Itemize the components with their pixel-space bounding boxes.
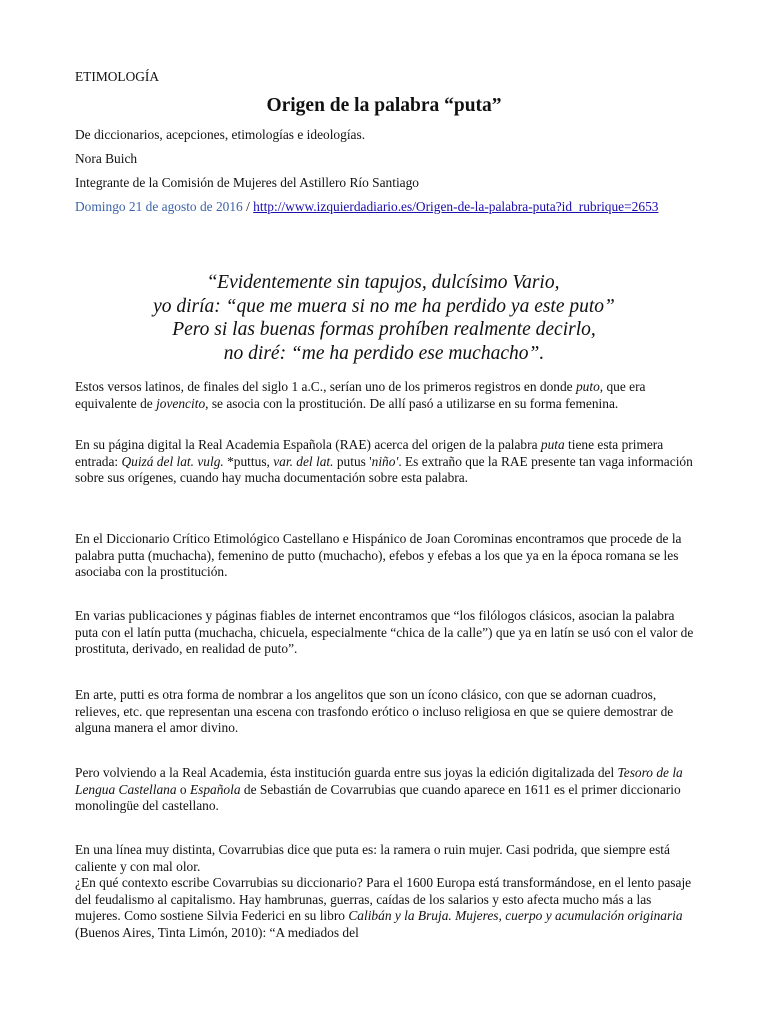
paragraph-3: En el Diccionario Crítico Etimológico Castellano e Hispánico de Joan Corominas encontramos que procede de la palabra putta (muchacha), femenino de putto (muchacho), efebos y efebas a los que ya en la época romana se les asociaba con la prostitución. bbox=[75, 531, 682, 579]
p6-text-3: de Sebastián de Covarrubias que cuando aparece en 1611 es el primer diccionario monolingüe del castellano. bbox=[75, 781, 681, 813]
paragraph-6 bbox=[75, 765, 695, 815]
quote-line-1-text: Evidentemente sin tapujos, dulcísimo Vario, bbox=[217, 272, 560, 293]
p6-text-2: o bbox=[176, 781, 190, 797]
p7-text-1: En una línea muy distinta, Covarrubias dice que puta es: la ramera o ruin mujer. Casi podrida, que siempre está caliente y con mal olor. bbox=[75, 842, 670, 874]
p7-text-3: (Buenos Aires, Tinta Limón, 2010): “A mediados del bbox=[75, 924, 359, 940]
paragraph-5: En arte, putti es otra forma de nombrar a los angelitos que son un ícono clásico, con que se adornan cuadros, relieves, etc. que representan una escena con trasfondo erótico o incluso religiosa en que se quiere demostrar de alguna manera el amor divino. bbox=[75, 687, 674, 735]
p2-italic-4: niño' bbox=[371, 453, 399, 469]
p6-italic-1: Tesoro de la Lengua Castellana bbox=[75, 765, 683, 797]
quote-line-3: Pero si las buenas formas prohíben realmente decirlo, bbox=[172, 319, 596, 340]
p2-text-3: *puttus, bbox=[223, 453, 274, 469]
p2-text-5: . Es extraño que la RAE presente tan vaga información sobre sus orígenes, cuando hay mucha documentación sobre esta palabra. bbox=[75, 453, 693, 485]
author-affiliation: Integrante de la Comisión de Mujeres del Astillero Río Santiago bbox=[75, 175, 419, 190]
article-title: Origen de la palabra “puta” bbox=[266, 95, 502, 116]
publish-date: Domingo 21 de agosto de 2016 bbox=[75, 199, 243, 214]
paragraph-1 bbox=[75, 379, 695, 412]
article-subtitle: De diccionarios, acepciones, etimologías e ideologías. bbox=[75, 127, 366, 142]
p2-italic-2: Quizá del lat. vulg. bbox=[121, 453, 224, 469]
p6-italic-2: Española bbox=[189, 781, 241, 797]
p1-text-3: , se asocia con la prostitución. De allí pasó a utilizarse en su forma femenina. bbox=[205, 395, 619, 411]
p1-text-1: Estos versos latinos, de finales del siglo 1 a.C., serían uno de los primeros registros en donde bbox=[75, 379, 576, 394]
quote-line-4: no diré: “me ha perdido ese muchacho”. bbox=[223, 342, 545, 364]
section-label: ETIMOLOGÍA bbox=[75, 69, 160, 84]
p6-text-1: Pero volviendo a la Real Academia, ésta institución guarda entre sus joyas la edición digitalizada del bbox=[75, 765, 618, 780]
date-separator: / bbox=[242, 199, 254, 214]
p1-italic-2: jovencito bbox=[156, 395, 206, 411]
p1-italic-1: puto bbox=[575, 379, 600, 394]
dateline bbox=[75, 199, 695, 216]
paragraph-2 bbox=[75, 437, 695, 487]
author-name: Nora Buich bbox=[75, 151, 138, 166]
quote-open-mark: “ bbox=[208, 272, 218, 293]
paragraph-4: En varias publicaciones y páginas fiables de internet encontramos que “los filólogos clásicos, asocian la palabra puta con el latín putta (muchacha, chicuela, especialmente “chica de la calle”) que ya en latín se usó con el valor de prostituta, derivado, en realidad de puto”. bbox=[75, 608, 694, 656]
p2-italic-3: var. del lat. bbox=[273, 453, 334, 469]
p2-text-1: En su página digital la Real Academia Española (RAE) acerca del origen de la palabra bbox=[75, 437, 541, 452]
p2-text-4: putus ' bbox=[333, 453, 372, 469]
quote-line-1 bbox=[0, 271, 768, 295]
p1-text-2: , que era equivalente de bbox=[75, 379, 646, 411]
p2-italic-1: puta bbox=[540, 437, 565, 452]
p2-text-2: tiene esta primera entrada: bbox=[75, 437, 664, 469]
p7-text-2: ¿En qué contexto escribe Covarrubias su diccionario? Para el 1600 Europa está transformándose, en el lento pasaje del feudalismo al capitalismo. Hay hambrunas, guerras, caídas de los salarios y esto afecta mucho más a las mujeres. Como sostiene Silvia Federici en su libro bbox=[75, 875, 692, 923]
latin-verse-quote bbox=[0, 271, 768, 365]
quote-line-2: yo diría: “que me muera si no me ha perdido ya este puto” bbox=[153, 295, 615, 317]
paragraph-7 bbox=[75, 842, 695, 941]
p7-italic-1: Calibán y la Bruja. Mujeres, cuerpo y acumulación originaria bbox=[348, 908, 683, 923]
source-link[interactable]: http://www.izquierdadiario.es/Origen-de-la-palabra-puta?id_rubrique=2653 bbox=[253, 199, 659, 214]
